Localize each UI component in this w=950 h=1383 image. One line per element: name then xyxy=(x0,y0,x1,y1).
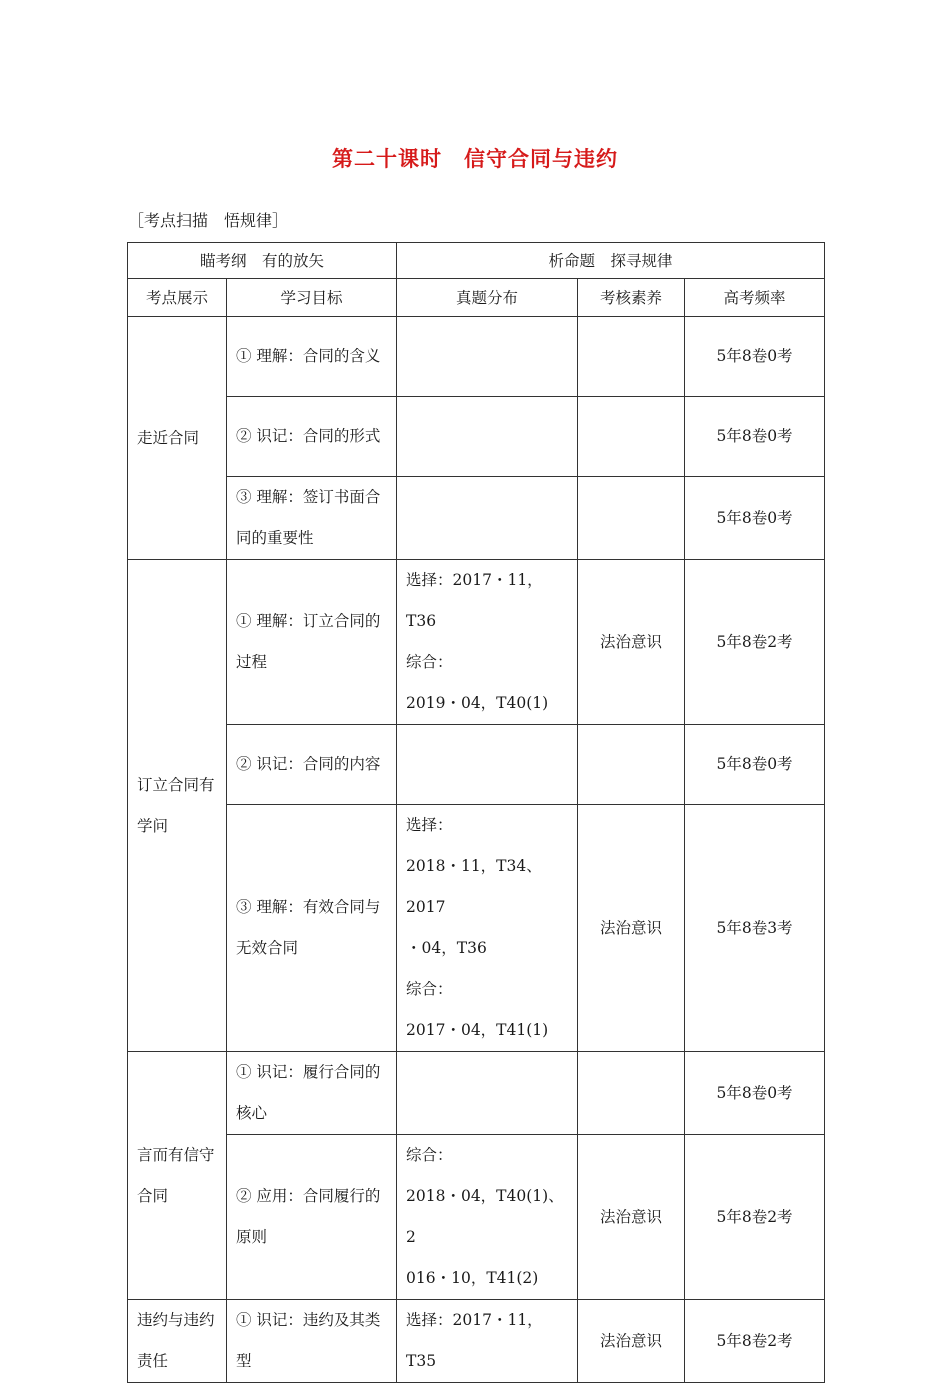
section-label: ［考点扫描 悟规律］ xyxy=(128,211,289,230)
group-header-row xyxy=(128,243,825,279)
distribution-line: 2019・04，T40(1) xyxy=(406,694,549,712)
column-header: 真题分布 xyxy=(397,279,578,317)
literacy-cell xyxy=(578,1052,685,1135)
group-header-syllabus: 瞄考纲 有的放矢 xyxy=(128,243,397,279)
objective-cell: ① 识记：履行合同的核心 xyxy=(227,1052,397,1135)
page-title: 第二十课时 信守合同与违约 xyxy=(332,146,618,171)
distribution-line: 016・10，T41(2) xyxy=(406,1269,539,1287)
column-header: 考点展示 xyxy=(128,279,227,317)
distribution-cell xyxy=(397,560,578,725)
frequency-cell: 5年8卷2考 xyxy=(685,1300,825,1383)
literacy-cell xyxy=(578,477,685,560)
topic-cell: 言而有信守合同 xyxy=(128,1052,227,1300)
table-row xyxy=(128,1300,825,1383)
distribution-cell xyxy=(397,805,578,1052)
literacy-cell: 法治意识 xyxy=(578,1135,685,1300)
topic-cell: 走近合同 xyxy=(128,317,227,560)
distribution-cell xyxy=(397,1135,578,1300)
distribution-cell xyxy=(397,397,578,477)
literacy-cell xyxy=(578,725,685,805)
objective-cell: ② 识记：合同的形式 xyxy=(227,397,397,477)
distribution-line: 综合： xyxy=(406,1146,453,1164)
literacy-cell: 法治意识 xyxy=(578,560,685,725)
distribution-cell xyxy=(397,725,578,805)
distribution-line: 选择：2017・11，T36 xyxy=(406,571,543,630)
frequency-cell: 5年8卷0考 xyxy=(685,317,825,397)
table-row xyxy=(128,560,825,725)
distribution-line: 2018・11，T34、2017 xyxy=(406,857,542,916)
table-row xyxy=(128,805,825,1052)
distribution-line: 选择： xyxy=(406,816,453,834)
distribution-line: ・04，T36 xyxy=(406,939,487,957)
literacy-cell: 法治意识 xyxy=(578,1300,685,1383)
objective-cell: ② 应用：合同履行的原则 xyxy=(227,1135,397,1300)
frequency-cell: 5年8卷0考 xyxy=(685,725,825,805)
objective-cell: ① 理解：订立合同的过程 xyxy=(227,560,397,725)
table-row xyxy=(128,1135,825,1300)
column-header: 学习目标 xyxy=(227,279,397,317)
table-row xyxy=(128,317,825,397)
objective-cell: ③ 理解：签订书面合同的重要性 xyxy=(227,477,397,560)
topic-cell: 违约与违约责任 xyxy=(128,1300,227,1383)
table-row xyxy=(128,1052,825,1135)
column-header-row xyxy=(128,279,825,317)
objective-cell: ① 识记：违约及其类型 xyxy=(227,1300,397,1383)
group-header-analysis: 析命题 探寻规律 xyxy=(397,243,825,279)
objective-cell: ② 识记：合同的内容 xyxy=(227,725,397,805)
distribution-line: 2018・04，T40(1)、2 xyxy=(406,1187,564,1246)
frequency-cell: 5年8卷0考 xyxy=(685,1052,825,1135)
column-header: 考核素养 xyxy=(578,279,685,317)
frequency-cell: 5年8卷2考 xyxy=(685,1135,825,1300)
distribution-cell xyxy=(397,1052,578,1135)
frequency-cell: 5年8卷0考 xyxy=(685,397,825,477)
topic-cell: 订立合同有学问 xyxy=(128,560,227,1052)
distribution-line: 选择：2017・11，T35 xyxy=(406,1311,543,1370)
distribution-line: 综合： xyxy=(406,653,453,671)
literacy-cell xyxy=(578,317,685,397)
objective-cell: ③ 理解：有效合同与无效合同 xyxy=(227,805,397,1052)
distribution-cell xyxy=(397,477,578,560)
distribution-cell xyxy=(397,317,578,397)
literacy-cell xyxy=(578,397,685,477)
column-header: 高考频率 xyxy=(685,279,825,317)
frequency-cell: 5年8卷0考 xyxy=(685,477,825,560)
frequency-cell: 5年8卷3考 xyxy=(685,805,825,1052)
objective-cell: ① 理解：合同的含义 xyxy=(227,317,397,397)
table-row xyxy=(128,397,825,477)
literacy-cell: 法治意识 xyxy=(578,805,685,1052)
distribution-line: 2017・04，T41(1) xyxy=(406,1021,549,1039)
table-row xyxy=(128,725,825,805)
exam-outline-table xyxy=(127,242,825,1383)
distribution-line: 综合： xyxy=(406,980,453,998)
frequency-cell: 5年8卷2考 xyxy=(685,560,825,725)
table-row xyxy=(128,477,825,560)
distribution-cell xyxy=(397,1300,578,1383)
